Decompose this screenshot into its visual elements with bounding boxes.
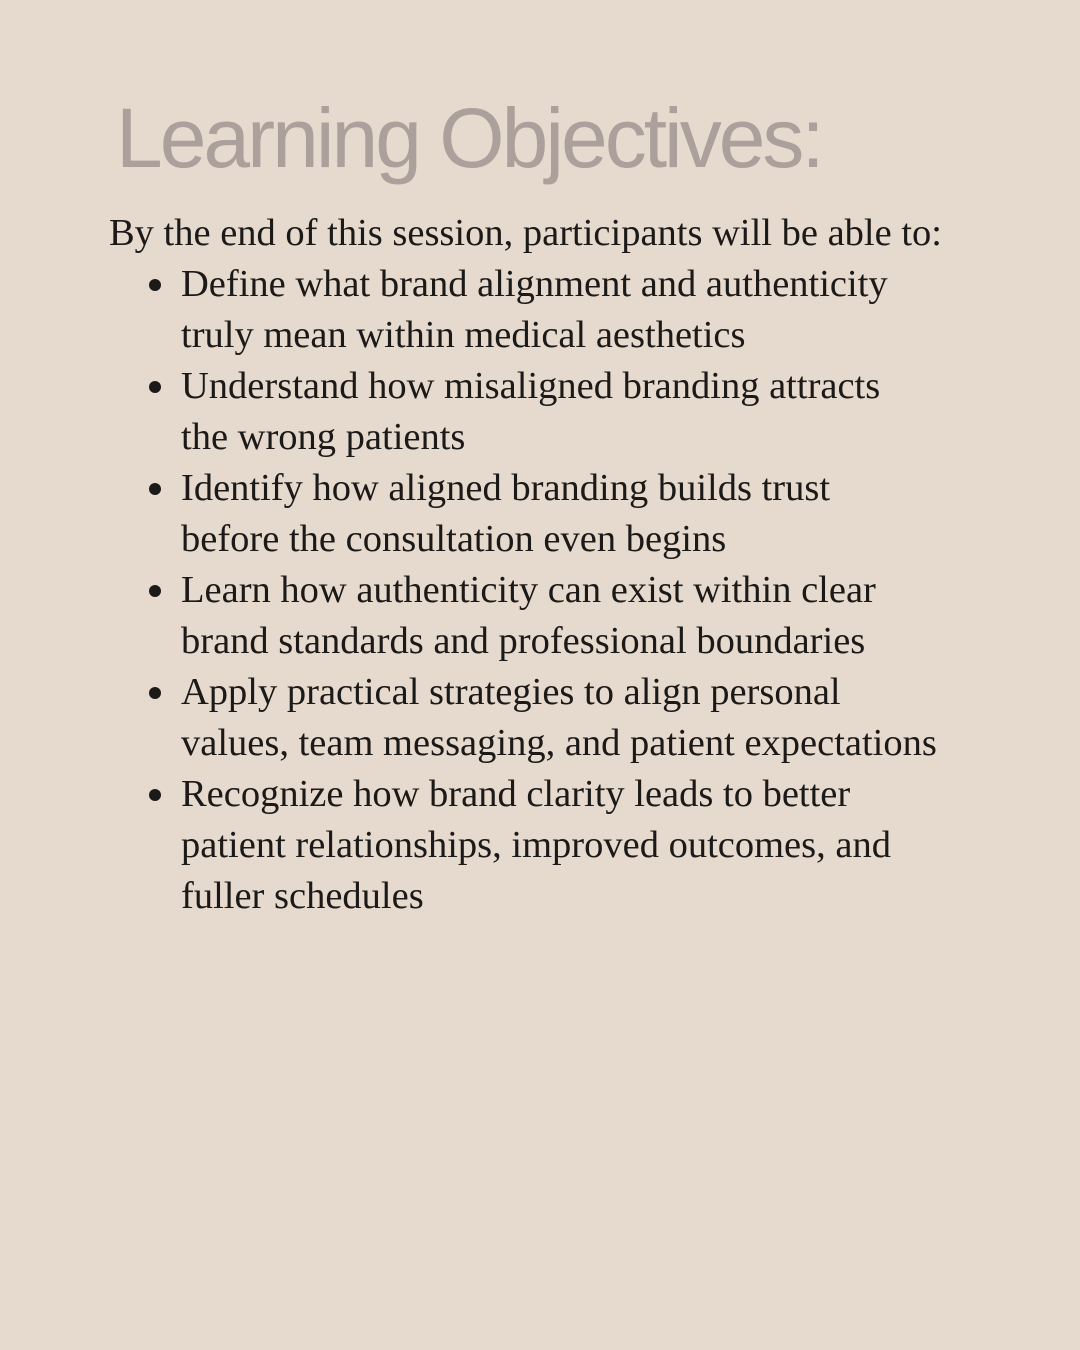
objective-line: brand standards and professional boundaries [181,620,866,662]
objective-line: values, team messaging, and patient expectations [181,722,937,764]
objective-item [181,667,1041,769]
bullet-dot-icon [149,279,161,291]
objective-line: the wrong patients [181,416,466,458]
objective-line: before the consultation even begins [181,518,727,560]
objective-line: truly mean within medical aesthetics [181,314,746,356]
objective-line: fuller schedules [181,875,424,917]
objective-item [181,361,1041,463]
objective-item [181,259,1041,361]
objective-line: Learn how authenticity can exist within clear [181,569,876,611]
objective-line: Recognize how brand clarity leads to better [181,773,851,815]
objective-line: Identify how aligned branding builds trust [181,467,831,509]
intro-text: By the end of this session, participants will be able to: [109,212,942,254]
bullet-dot-icon [149,381,161,393]
bullet-dot-icon [149,687,161,699]
objective-item [181,463,1041,565]
objective-line: patient relationships, improved outcomes, and [181,824,891,866]
page-title: Learning Objectives: [116,91,822,185]
bullet-dot-icon [149,585,161,597]
objective-line: Apply practical strategies to align personal [181,671,841,713]
bullet-dot-icon [149,789,161,801]
objective-item [181,769,1041,922]
objective-line: Understand how misaligned branding attracts [181,365,881,407]
objective-line: Define what brand alignment and authenticity [181,263,888,305]
objective-item [181,565,1041,667]
objectives-list [181,259,1041,922]
bullet-dot-icon [149,483,161,495]
